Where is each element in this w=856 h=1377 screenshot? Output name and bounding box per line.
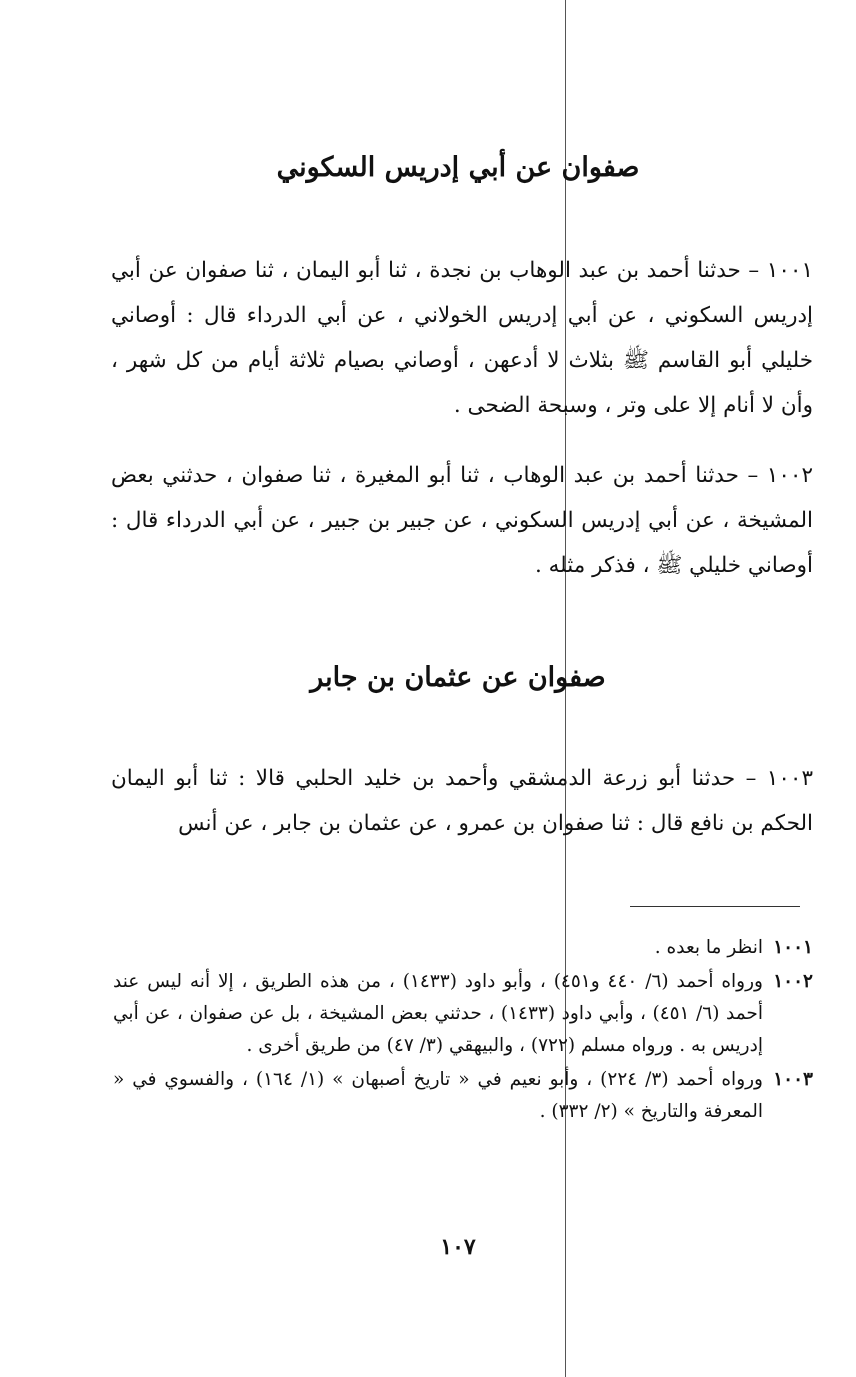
footnote-1002 [113, 966, 813, 1062]
section-heading-1: صفوان عن أبي إدريس السكوني [276, 152, 640, 183]
hadith-text: – حدثنا أحمد بن عبد الوهاب بن نجدة ، ثنا أبو اليمان ، ثنا صفوان عن أبي إدريس السكوني ، عن أبي إدريس الخولاني ، عن أبي الدرداء قال : أوصاني خليلي أبو القاسم ﷺ بثلاث لا أدعهن ، أوصاني بصيام ثلاثة أيام من كل شهر ، وأن لا أنام إلا على وتر ، وسبحة الضحى . [111, 258, 813, 418]
footnote-text: ورواه أحمد (٦/ ٤٤٠ و٤٥١) ، وأبو داود (١٤٣٣) ، من هذه الطريق ، إلا أنه ليس عند أحمد (٦/ ٤٥١) ، وأبي داود (١٤٣٣) ، حدثني بعض المشيخة ، بل عن صفوان ، عن أبي إدريس به . ورواه مسلم (٧٢٢) ، والبيهقي (٣/ ٤٧) من طريق أخرى . [113, 971, 763, 1056]
hadith-1003 [111, 756, 813, 846]
hadith-number: ١٠٠٣ [766, 766, 813, 791]
hadith-number: ١٠٠٢ [766, 463, 813, 488]
footnote-number: ١٠٠١ [773, 937, 813, 958]
hadith-1001 [111, 248, 813, 428]
hadith-text: – حدثنا أحمد بن عبد الوهاب ، ثنا أبو المغيرة ، ثنا صفوان ، حدثني بعض المشيخة ، عن أبي إدريس السكوني ، عن جبير بن جبير ، عن أبي الدرداء قال : أوصاني خليلي ﷺ ، فذكر مثله . [111, 463, 813, 578]
footnotes [113, 932, 813, 1130]
footnote-1001 [113, 932, 813, 964]
footnote-1003 [113, 1064, 813, 1128]
section-heading-2: صفوان عن عثمان بن جابر [310, 662, 606, 693]
footnote-text: انظر ما بعده . [654, 937, 763, 958]
footnote-number: ١٠٠٣ [773, 1069, 813, 1090]
hadith-number: ١٠٠١ [766, 258, 813, 283]
footnote-number: ١٠٠٢ [773, 971, 813, 992]
page-number: ١٠٧ [440, 1234, 476, 1260]
hadith-text: – حدثنا أبو زرعة الدمشقي وأحمد بن خليد الحلبي قالا : ثنا أبو اليمان الحكم بن نافع قال : ثنا صفوان بن عمرو ، عن عثمان بن جابر ، عن أنس [111, 766, 813, 836]
footnote-divider [630, 906, 800, 907]
hadith-1002 [111, 453, 813, 588]
footnote-text: ورواه أحمد (٣/ ٢٢٤) ، وأبو نعيم في « تاريخ أصبهان » (١/ ١٦٤) ، والفسوي في « المعرفة والتاريخ » (٢/ ٣٣٢) . [113, 1069, 763, 1122]
